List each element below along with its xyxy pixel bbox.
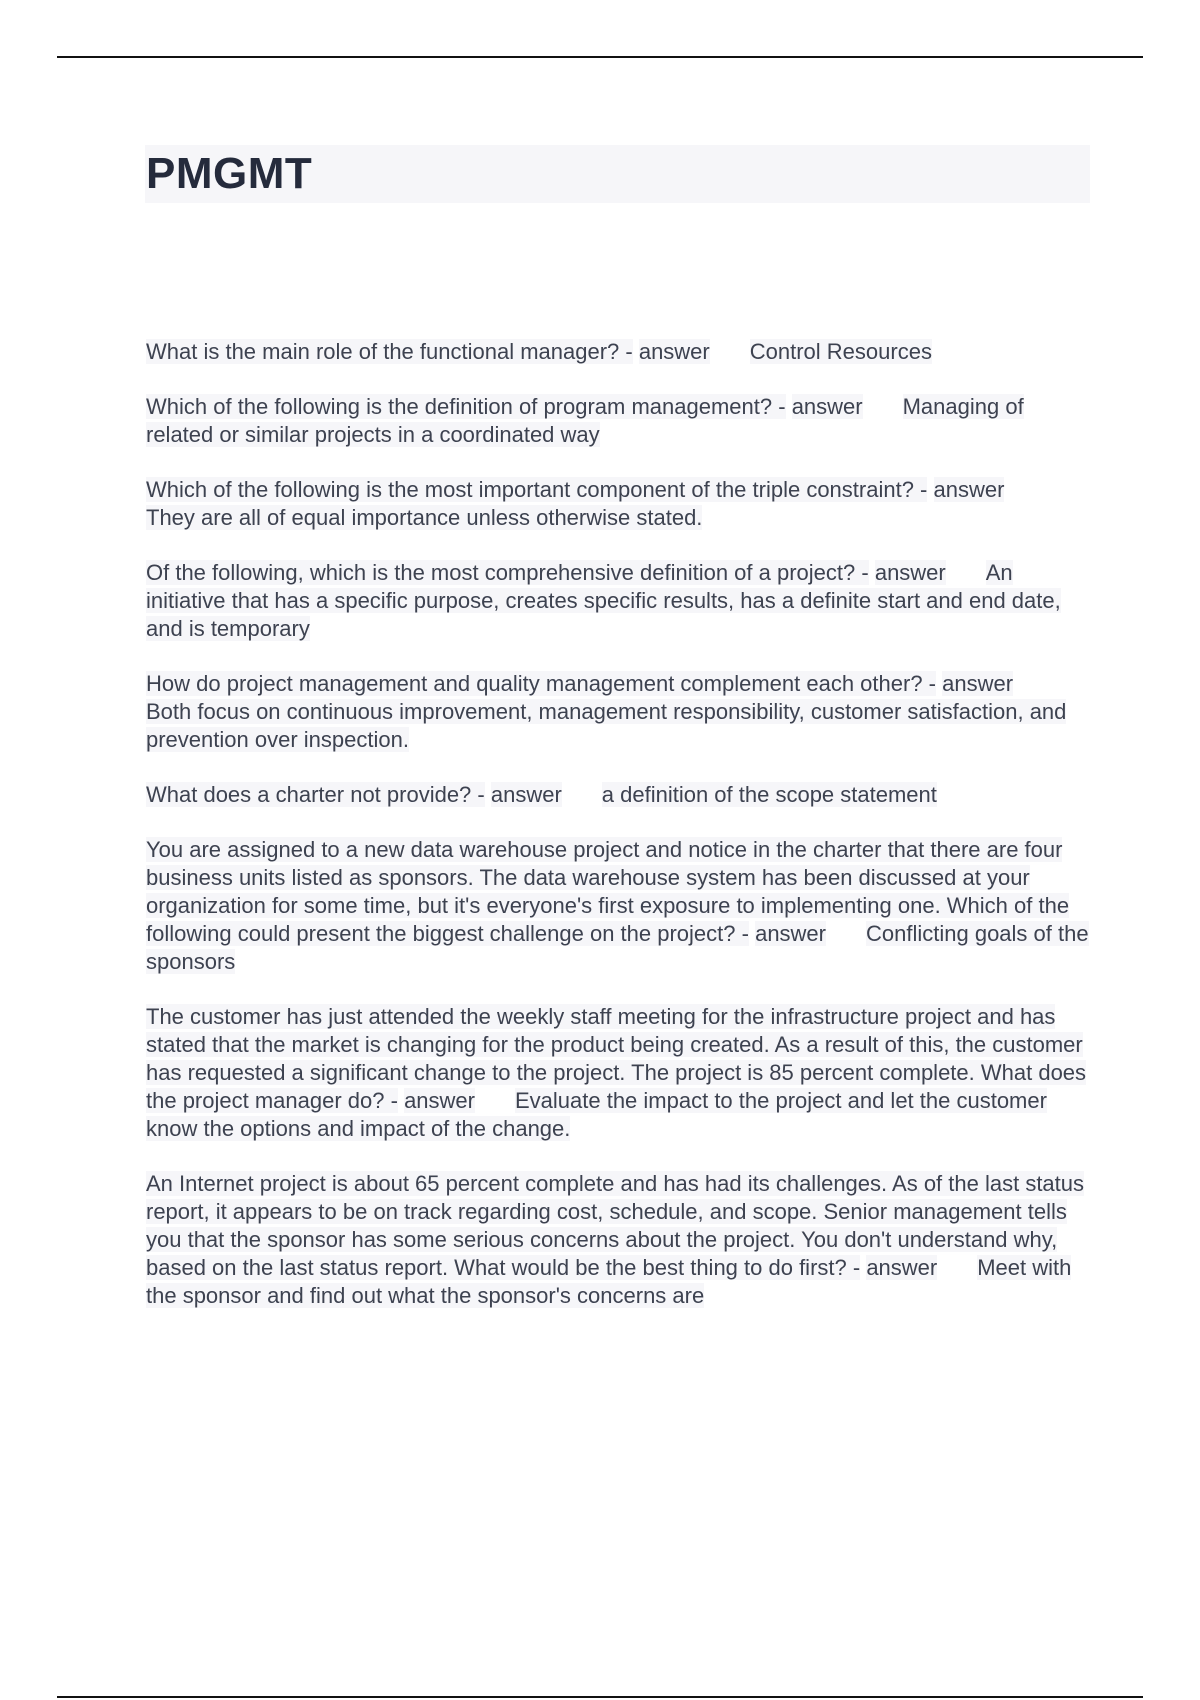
answer-text: Managing of related or similar projects in a coordinated way	[146, 394, 1024, 447]
question-text: Which of the following is the definition of program management? -	[146, 394, 786, 419]
question-text: Of the following, which is the most comprehensive definition of a project? -	[146, 560, 869, 585]
question-text: Which of the following is the most important component of the triple constraint? -	[146, 477, 928, 502]
question-text: What does a charter not provide? -	[146, 782, 485, 807]
answer-marker: answer	[866, 1255, 938, 1280]
answer-marker: answer	[933, 477, 1005, 502]
answer-text: Conflicting goals of the sponsors	[146, 921, 1089, 974]
answer-text: Meet with the sponsor and find out what the sponsor's concerns are	[146, 1255, 1072, 1308]
answer-marker: answer	[874, 560, 946, 585]
qa-item-8	[146, 1003, 1091, 1143]
qa-item-3	[146, 476, 1091, 532]
question-text: You are assigned to a new data warehouse project and notice in the charter that there are four business units listed as sponsors. The data warehouse system has been discussed at your organization for some time, but it's everyone's first exposure to implementing one. Which of the following could present the biggest challenge on the project? -	[146, 837, 1070, 946]
qa-item-4	[146, 559, 1091, 643]
answer-marker: answer	[942, 671, 1014, 696]
qa-item-9	[146, 1170, 1091, 1310]
answer-text: An initiative that has a specific purpose, creates specific results, has a definite start and end date, and is temporary	[146, 560, 1061, 641]
answer-marker: answer	[638, 339, 710, 364]
answer-text: Evaluate the impact to the project and let the customer know the options and impact of the change.	[146, 1088, 1047, 1141]
answer-text: Both focus on continuous improvement, management responsibility, customer satisfaction, and prevention over inspection.	[146, 699, 1067, 752]
question-text: How do project management and quality management complement each other? -	[146, 671, 937, 696]
answer-marker: answer	[755, 921, 826, 946]
qa-item-5	[146, 670, 1091, 754]
qa-item-7	[146, 836, 1091, 976]
page-title: PMGMT	[146, 149, 313, 198]
top-rule	[57, 56, 1143, 58]
answer-text: Control Resources	[749, 339, 932, 364]
question-text: The customer has just attended the weekly staff meeting for the infrastructure project and has stated that the market is changing for the product being created. As a result of this, the customer has requested a significant change to the project. The project is 85 percent complete. What does the project manager do? -	[146, 1004, 1087, 1113]
bottom-rule	[57, 1696, 1143, 1698]
question-text: An Internet project is about 65 percent complete and has had its challenges. As of the last status report, it appears to be on track regarding cost, schedule, and scope. Senior management tells you that the sponsor has some serious concerns about the project. You don't understand why, based on the last status report. What would be the best thing to do first? -	[146, 1171, 1085, 1280]
answer-marker: answer	[404, 1088, 475, 1113]
qa-item-6	[146, 781, 1091, 809]
answer-text: They are all of equal importance unless otherwise stated.	[146, 505, 703, 530]
answer-text: a definition of the scope statement	[601, 782, 937, 807]
qa-item-2	[146, 393, 1091, 449]
qa-list	[146, 338, 1091, 1337]
answer-marker: answer	[490, 782, 562, 807]
question-text: What is the main role of the functional manager? -	[146, 339, 633, 364]
qa-item-1	[146, 338, 1091, 366]
answer-marker: answer	[791, 394, 863, 419]
